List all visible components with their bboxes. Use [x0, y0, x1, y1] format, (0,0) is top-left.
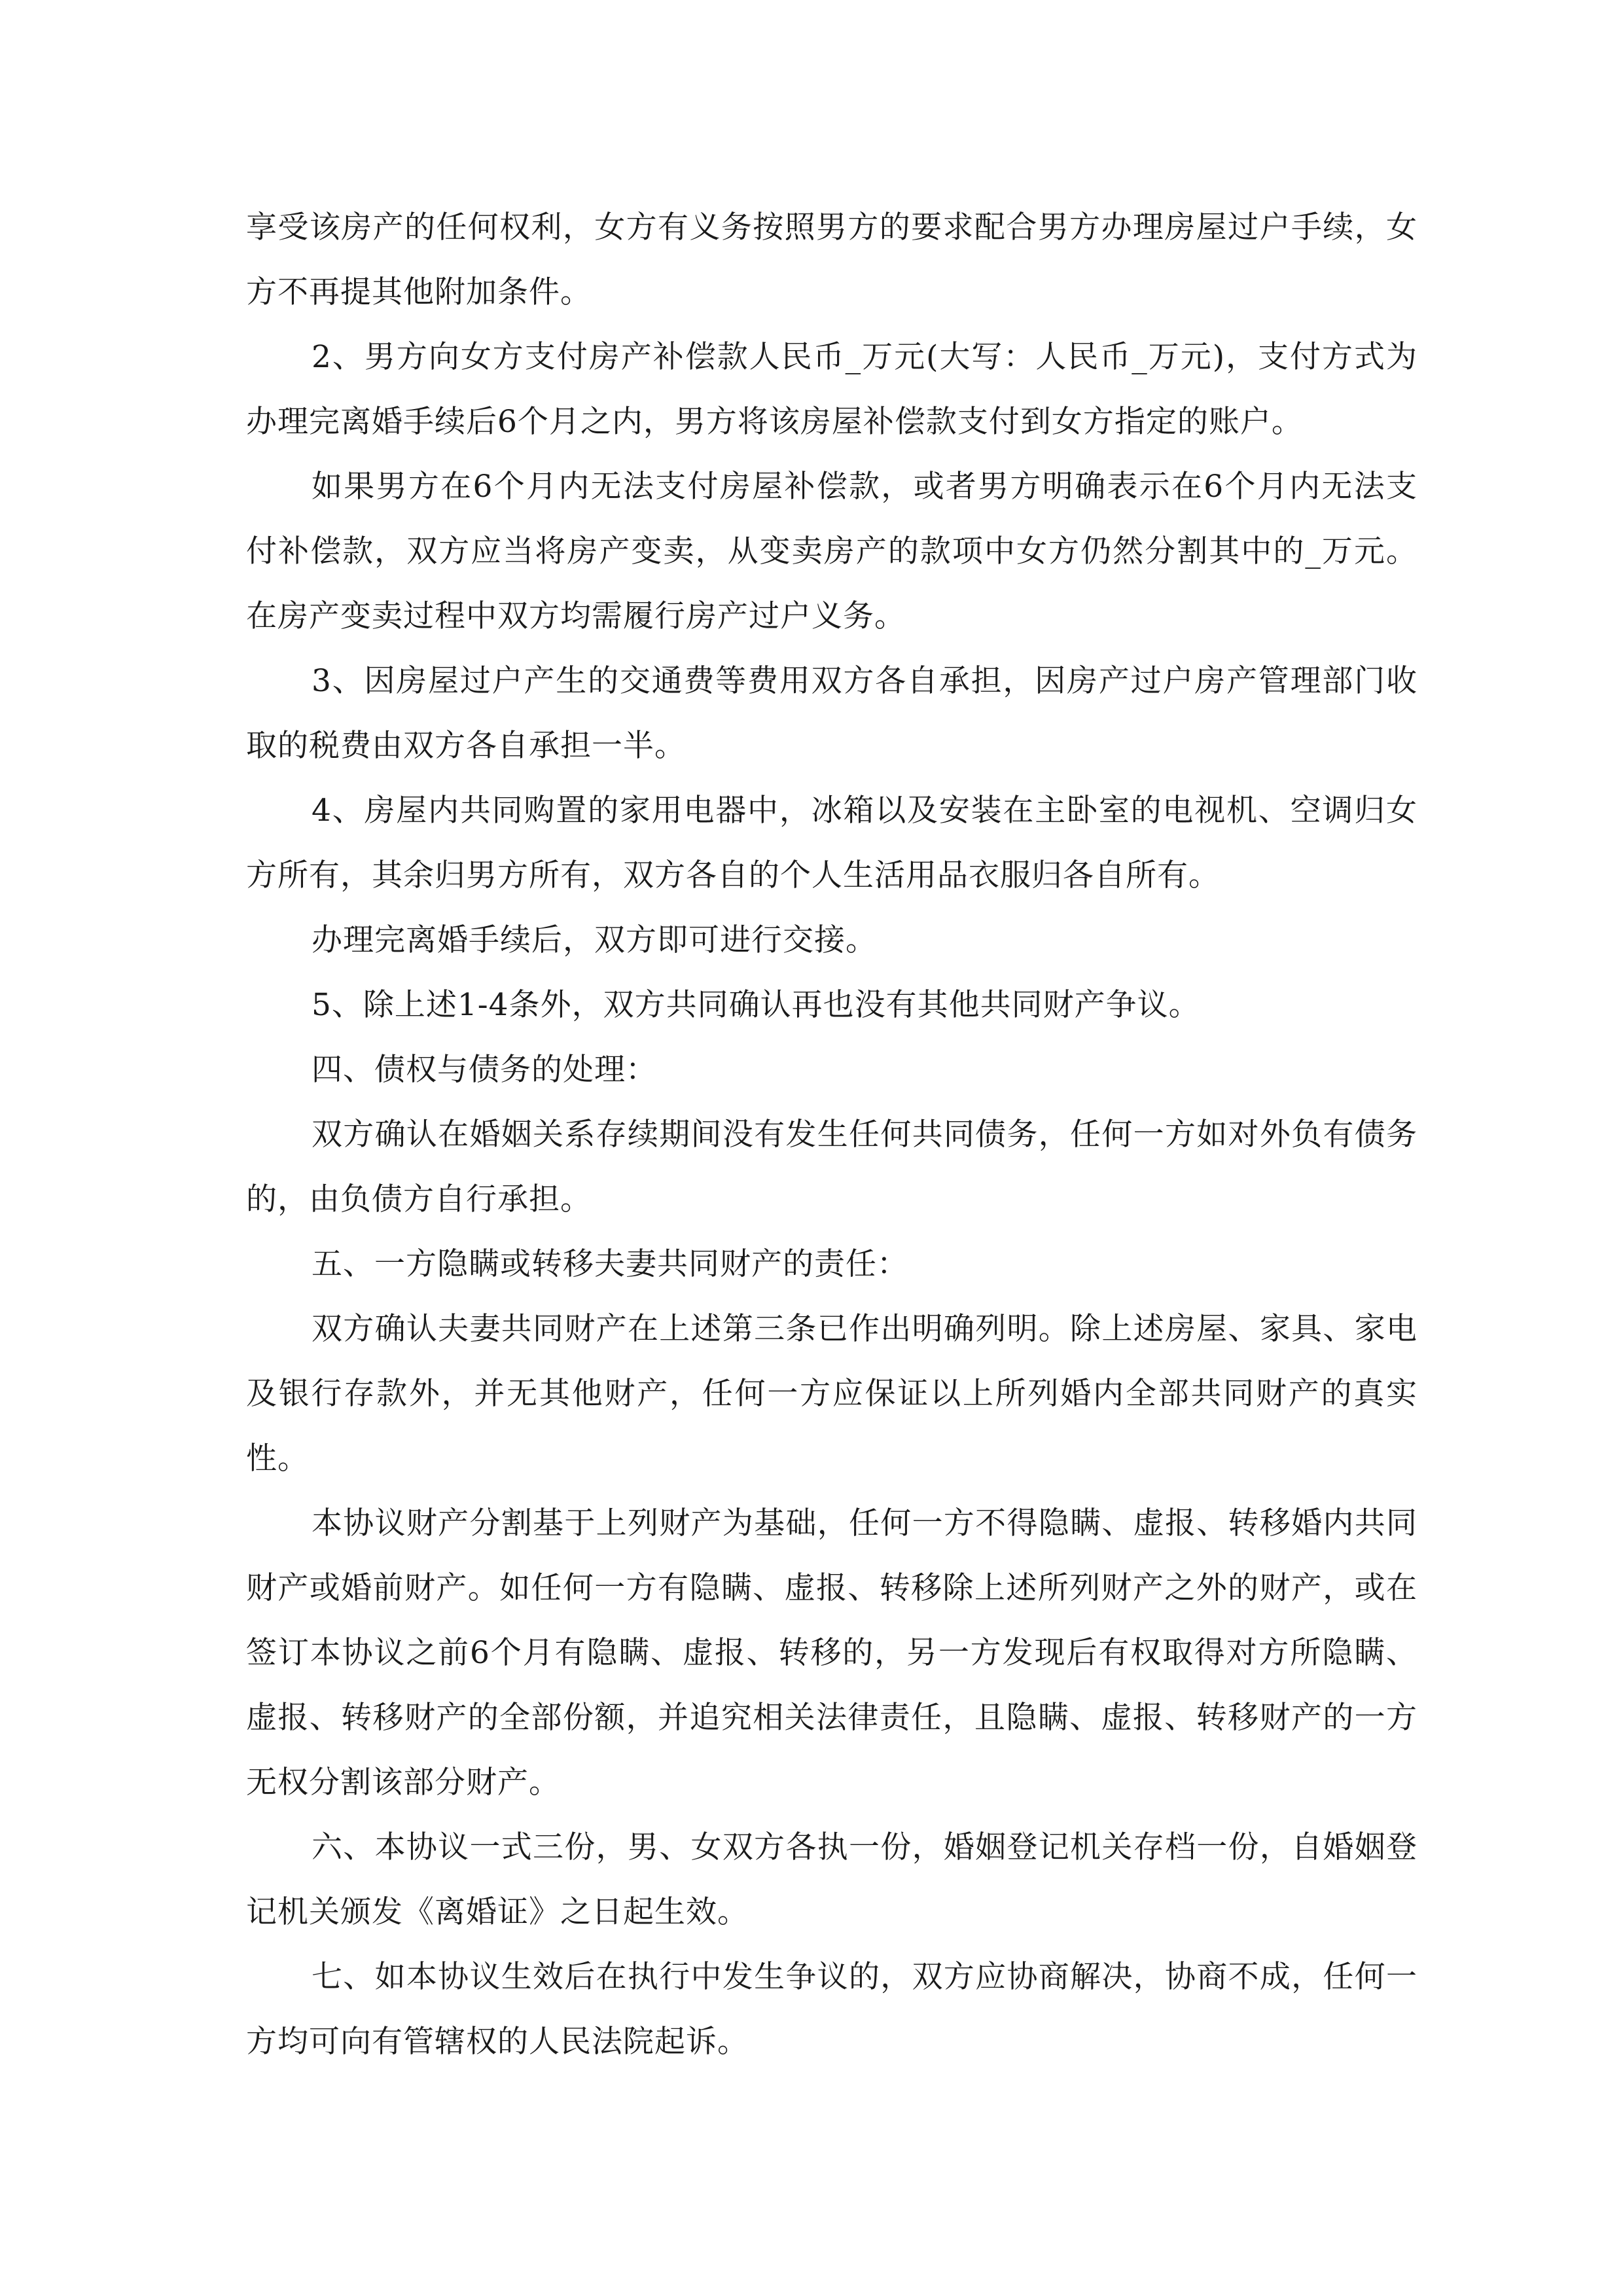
paragraph-continuation: 享受该房产的任何权利，女方有义务按照男方的要求配合男方办理房屋过户手续，女方不再提其他附加条件。 [246, 209, 1418, 310]
section-heading-concealment: 五、一方隐瞒或转移夫妻共同财产的责任： [312, 1246, 908, 1282]
document-body [246, 195, 1418, 2074]
paragraph-property-listed: 双方确认夫妻共同财产在上述第三条已作出明确列明。除上述房屋、家具、家电及银行存款外，并无其他财产，任何一方应保证以上所列婚内全部共同财产的真实性。 [246, 1311, 1418, 1477]
paragraph-concealment-liability: 本协议财产分割基于上列财产为基础，任何一方不得隐瞒、虚报、转移婚内共同财产或婚前财产。如任何一方有隐瞒、虚报、转移除上述所列财产之外的财产，或在签订本协议之前6个月有隐瞒、虚报、转移的，另一方发现后有权取得对方所隐瞒、虚报、转移财产的全部份额，并追究相关法律责任，且隐瞒、虚报、转移财产的一方无权分割该部分财产。 [246, 1505, 1418, 1801]
paragraph-handover: 办理完离婚手续后，双方即可进行交接。 [312, 922, 877, 958]
paragraph-clause-3: 3、因房屋过户产生的交通费等费用双方各自承担，因房产过户房产管理部门收取的税费由双方各自承担一半。 [246, 663, 1418, 764]
paragraph-debts: 双方确认在婚姻关系存续期间没有发生任何共同债务，任何一方如对外负有债务的，由负债方自行承担。 [246, 1117, 1418, 1217]
paragraph-payment-failure: 如果男方在6个月内无法支付房屋补偿款，或者男方明确表示在6个月内无法支付补偿款，双方应当将房产变卖，从变卖房产的款项中女方仍然分割其中的_万元。在房产变卖过程中双方均需履行房产过户义务。 [246, 469, 1418, 634]
section-heading-debts: 四、债权与债务的处理： [312, 1052, 657, 1088]
paragraph-clause-5: 5、除上述1-4条外，双方共同确认再也没有其他共同财产争议。 [312, 987, 1200, 1023]
paragraph-clause-2: 2、男方向女方支付房产补偿款人民币_万元(大写：人民币_万元)，支付方式为办理完离婚手续后6个月之内，男方将该房屋补偿款支付到女方指定的账户。 [246, 339, 1418, 440]
paragraph-clause-4: 4、房屋内共同购置的家用电器中，冰箱以及安装在主卧室的电视机、空调归女方所有，其余归男方所有，双方各自的个人生活用品衣服归各自所有。 [246, 793, 1418, 893]
paragraph-disputes: 七、如本协议生效后在执行中发生争议的，双方应协商解决，协商不成，任何一方均可向有管辖权的人民法院起诉。 [246, 1959, 1418, 2060]
paragraph-copies: 六、本协议一式三份，男、女双方各执一份，婚姻登记机关存档一份，自婚姻登记机关颁发《离婚证》之日起生效。 [246, 1829, 1418, 1930]
